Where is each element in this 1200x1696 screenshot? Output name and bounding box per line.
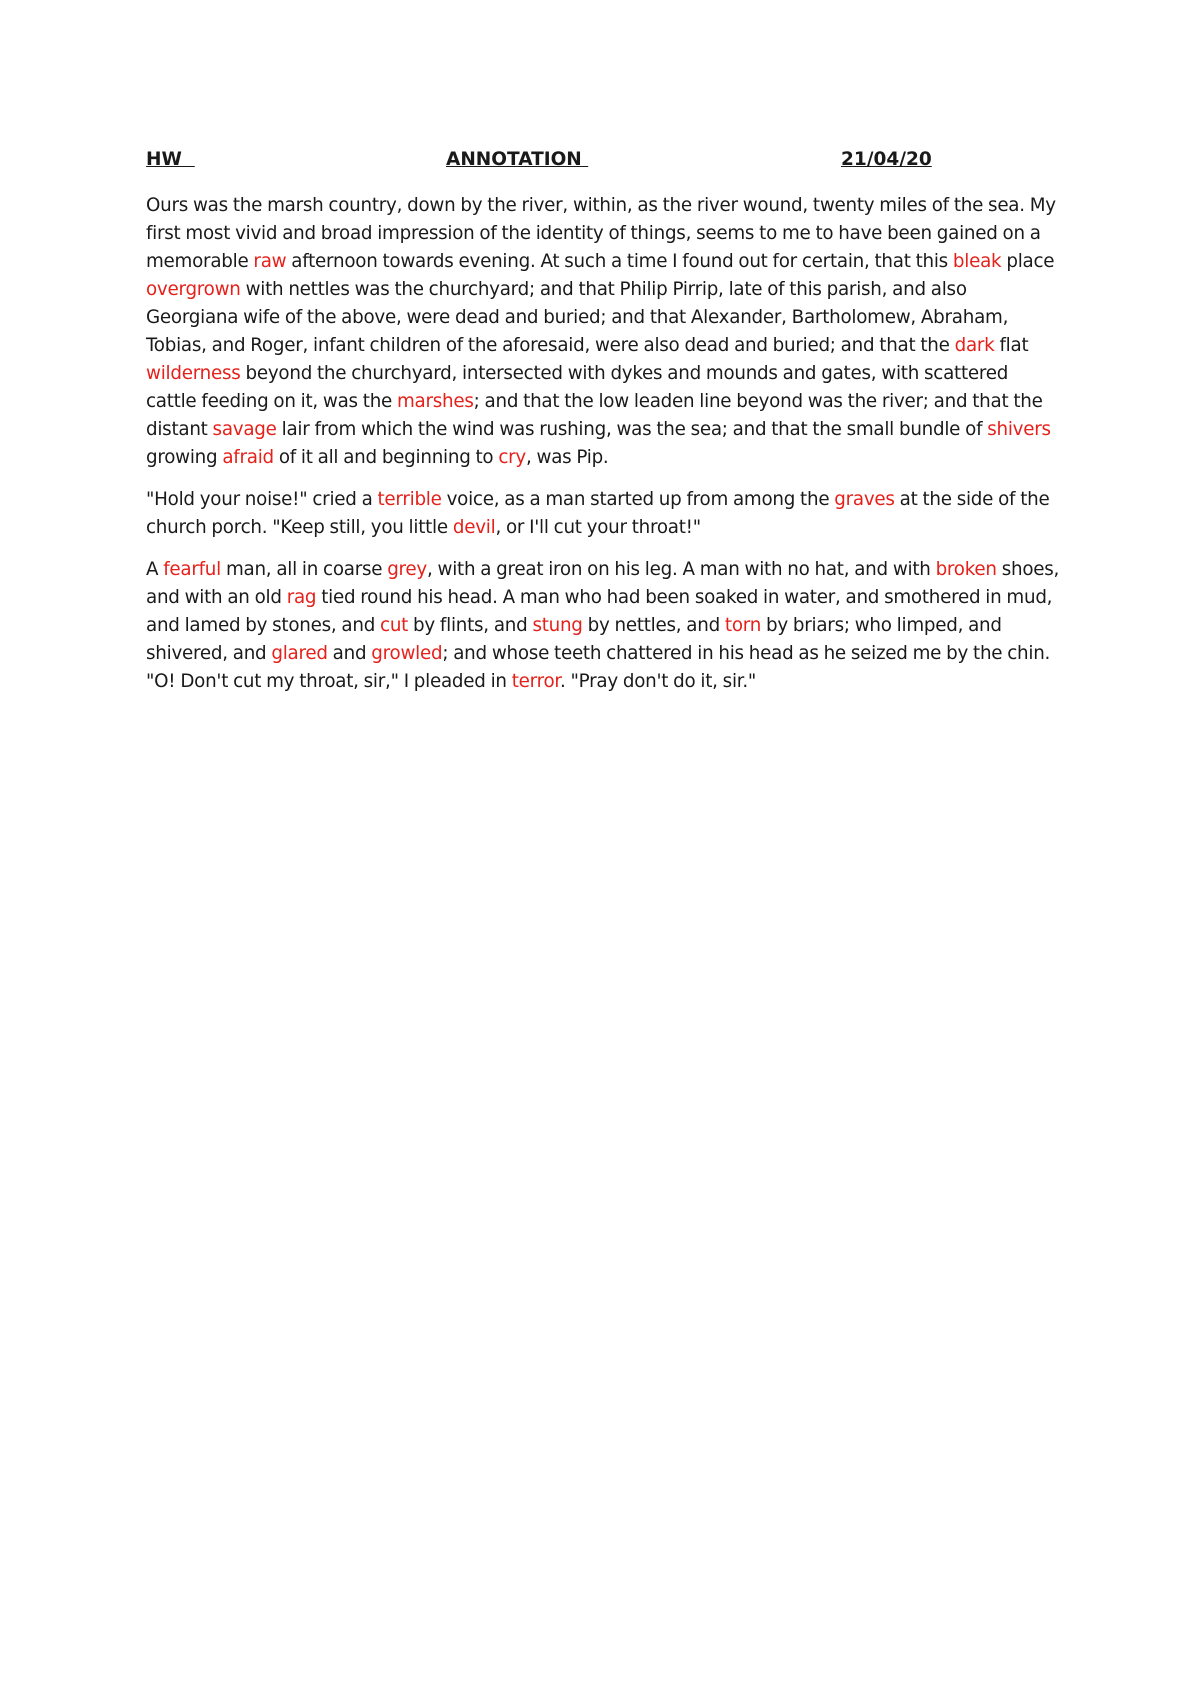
paragraph-2 (146, 486, 1062, 542)
highlighted-word: savage (212, 419, 277, 440)
header-title: ANNOTATION (446, 149, 589, 170)
highlighted-word: wilderness (146, 363, 241, 384)
highlighted-word: glared (271, 643, 328, 664)
highlighted-word: devil (452, 517, 496, 538)
highlighted-word: grey (387, 559, 427, 580)
text-run: Ours was the marsh country, down by the river, within, as the river wound, twenty miles of the sea. My first most vivid and broad impression of the identity of things, seems to me to have been gained on a memorable (146, 195, 1056, 272)
text-run: beyond the churchyard, intersected with dykes and mounds and gates, with scattered cattle feeding on it, was the (146, 363, 1009, 412)
text-run: place (1001, 251, 1055, 272)
text-run: , with a great iron on his leg. A man with no hat, and with (427, 559, 936, 580)
highlighted-word: growled (371, 643, 443, 664)
highlighted-word: dark (954, 335, 995, 356)
highlighted-word: cut (380, 615, 409, 636)
highlighted-word: overgrown (146, 279, 241, 300)
highlighted-word: rag (286, 587, 317, 608)
text-run: , or I'll cut your throat!" (495, 517, 701, 538)
text-run: by nettles, and (582, 615, 725, 636)
text-run: "Hold your noise!" cried a (146, 489, 378, 510)
header-hw: HW (146, 149, 195, 170)
text-run: lair from which the wind was rushing, was the sea; and that the small bundle of (276, 419, 988, 440)
document-body (146, 192, 1062, 696)
text-run: shoes, and with an old (146, 559, 1060, 608)
text-run: ; and whose teeth chattered in his head as he seized me by the chin. "O! Don't cut my throat, sir," I pleaded in (146, 643, 1051, 692)
highlighted-word: raw (253, 251, 287, 272)
text-run: by briars; who limped, and shivered, and (146, 615, 1002, 664)
text-run: at the side of the church porch. "Keep still, you little (146, 489, 1050, 538)
highlighted-word: terror (511, 671, 560, 692)
text-run: afternoon towards evening. At such a time I found out for certain, that this (286, 251, 953, 272)
document-page (146, 146, 1062, 710)
highlighted-word: terrible (377, 489, 442, 510)
highlighted-word: marshes (397, 391, 474, 412)
text-run: flat (994, 335, 1029, 356)
highlighted-word: afraid (222, 447, 274, 468)
text-run: with nettles was the churchyard; and that Philip Pirrip, late of this parish, and also Georgiana wife of the above, were dead and buried; and that Alexander, Bartholomew, Abraham, Tobias, and Roger, infant children of the aforesaid, were also dead and buried; and that the (146, 279, 1009, 356)
highlighted-word: bleak (952, 251, 1002, 272)
document-header (146, 146, 1062, 174)
highlighted-word: broken (935, 559, 997, 580)
header-date: 21/04/20 (841, 149, 932, 170)
highlighted-word: stung (532, 615, 583, 636)
highlighted-word: shivers (987, 419, 1051, 440)
text-run: , was Pip. (525, 447, 609, 468)
text-run: man, all in coarse (220, 559, 388, 580)
text-run: by flints, and (408, 615, 533, 636)
paragraph-1 (146, 192, 1062, 472)
text-run: A (146, 559, 164, 580)
text-run: of it all and beginning to (273, 447, 499, 468)
highlighted-word: fearful (163, 559, 221, 580)
text-run: and (327, 643, 372, 664)
text-run: ; and that the low leaden line beyond was the river; and that the distant (146, 391, 1043, 440)
highlighted-word: graves (834, 489, 895, 510)
paragraph-3 (146, 556, 1062, 696)
highlighted-word: torn (724, 615, 762, 636)
text-run: growing (146, 447, 223, 468)
text-run: . "Pray don't do it, sir." (559, 671, 757, 692)
text-run: voice, as a man started up from among the (441, 489, 835, 510)
text-run: tied round his head. A man who had been soaked in water, and smothered in mud, and lamed by stones, and (146, 587, 1053, 636)
highlighted-word: cry (498, 447, 526, 468)
